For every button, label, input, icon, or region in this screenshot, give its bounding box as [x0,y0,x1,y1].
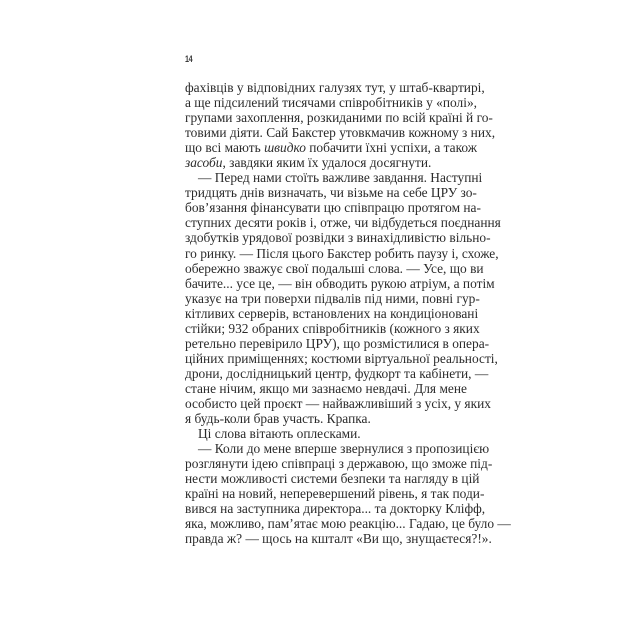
text-line: я будь-коли брав участь. Крапка. [185,411,371,427]
text-line: указує на три поверхи підвалів під ними, повні гур- [185,290,480,306]
text-line: вився на заступника директора... та докторку Кліфф, [185,501,486,517]
text-line: правда ж? — щось на кшталт «Ви що, знущаєтеся?!». [185,531,492,547]
text-run: побачити їхні успіхи, а також [305,140,478,156]
text-line: фахівців у відповідних галузях тут, у штаб-квартирі, [185,80,485,95]
text-line: — Коли до мене вперше звернулися з пропозицією [198,441,490,457]
text-line: обережно зважує свої подальші слова. — Усе, що ви [185,260,484,276]
text-line: го ринку. — Після цього Бакстер робить паузу і, схоже, [185,245,499,261]
text-line [185,140,478,156]
text-run: що всі мають [185,140,265,156]
text-line: ційних приміщеннях; костюми віртуальної реальності, [185,350,498,366]
text-line: — Перед нами стоїть важливе завдання. Наступні [198,170,483,186]
italic-text: швидко [264,140,306,156]
text-line: тридцять днів визначать, чи візьме на себе ЦРУ зо- [185,185,477,201]
text-run: , завдяки яким їх удалося досягнути. [222,155,432,171]
body-text [185,80,511,547]
text-line: країні на новий, неперевершений рівень, я так поди- [185,486,485,502]
italic-text: засоби [185,155,223,171]
text-line: кітливих серверів, встановлених на кондиціоновані [185,305,479,321]
text-line: бов’язання фінансувати цю співпрацю протягом на- [185,200,481,216]
text-line: особисто цей проєкт — найважливіший з усіх, у яких [185,395,491,411]
page-number: 14 [185,54,193,64]
text-line: дрони, дослідницький центр, фудкорт та кабінети, — [185,365,489,381]
text-line: нести можливості системи безпеки та нагляду в цій [185,471,480,487]
text-line: яка, можливо, пам’ятає мою реакцію... Гадаю, це було — [185,516,511,532]
text-line: товими діяти. Сай Бакстер утовкмачив кожному з них, [185,125,496,141]
text-line: здобутків урядової розвідки з винахідливістю вільно- [185,230,491,246]
text-line: ступних десяти років і, отже, чи відбудеться поєднання [185,215,501,231]
text-line: розглянути ідею співпраці з державою, що зможе під- [185,456,493,472]
text-line: групами захоплення, розкиданими по всій країні й го- [185,110,493,126]
text-line: стійки; 932 обраних співробітників (кожного з яких [185,320,480,336]
text-line: бачите... усе це, — він обводить рукою атріум, а потім [185,275,495,291]
text-line: Ці слова вітають оплесками. [198,426,361,442]
text-line: стане нічим, якщо ми зазнаємо невдачі. Для мене [185,380,467,396]
text-line: ретельно перевірило ЦРУ), що розмістилися в опера- [185,335,490,351]
text-line: а ще підсилений тисячами співробітників у «полі», [185,95,477,111]
text-line [185,155,467,170]
